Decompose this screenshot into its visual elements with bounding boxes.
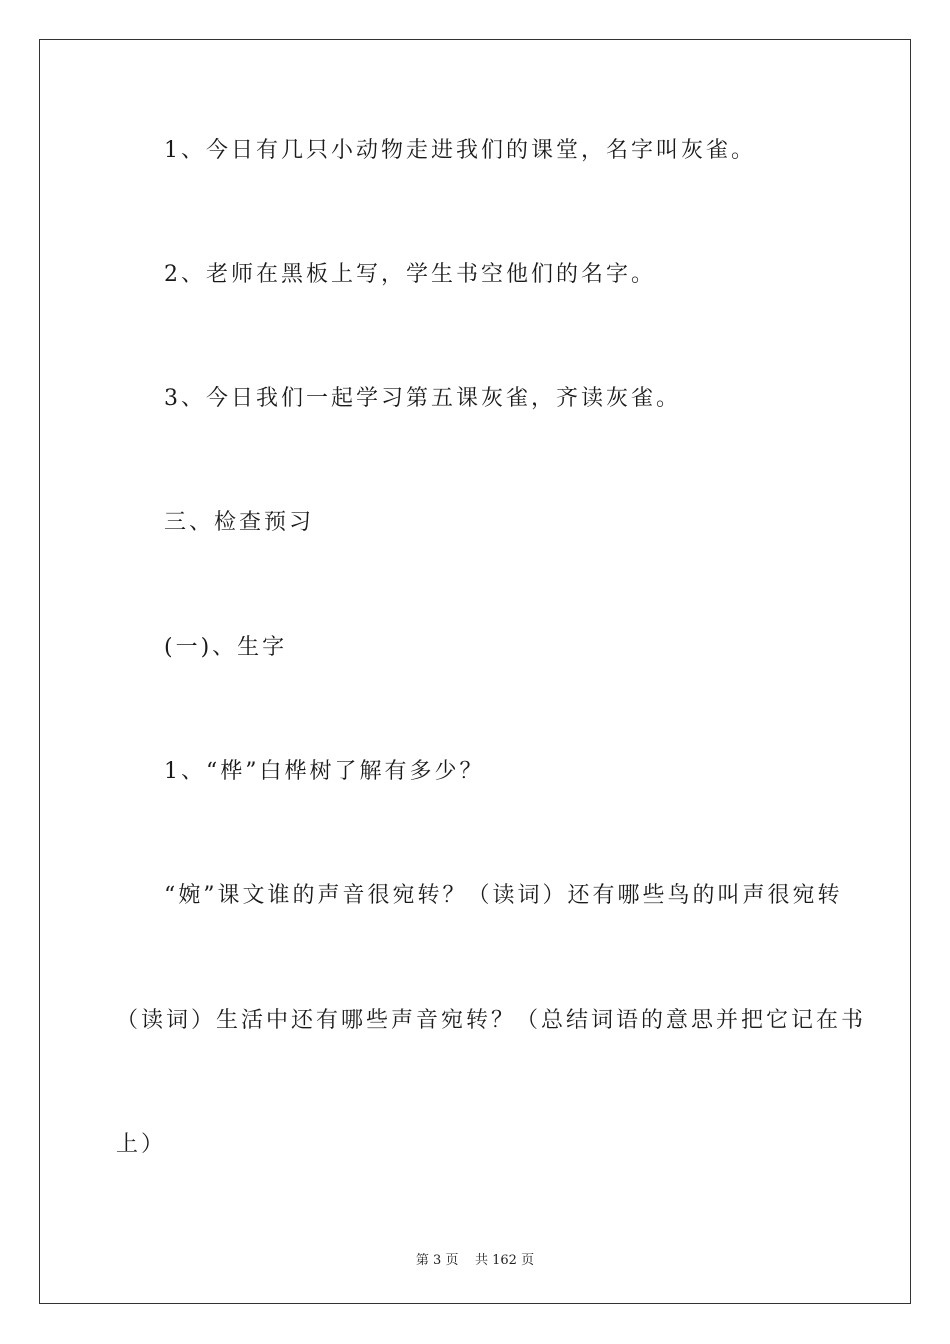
page-number-footer: 第 3 页 共 162 页 — [415, 1253, 535, 1268]
page-border — [39, 39, 911, 1304]
paragraph-5-line-2: （读词）生活中还有哪些声音宛转？（总结词语的意思并把它记在书 — [116, 1008, 867, 1033]
paragraph-2: 2、老师在黑板上写，学生书空他们的名字。 — [164, 262, 656, 287]
paragraph-3: 3、今日我们一起学习第五课灰雀，齐读灰雀。 — [164, 386, 681, 411]
paragraph-5-line-3: 上） — [116, 1132, 167, 1157]
section-heading: 三、检查预习 — [164, 510, 315, 535]
paragraph-5-line-1: “婉”课文谁的声音很宛转？（读词）还有哪些鸟的叫声很宛转 — [164, 883, 843, 908]
paragraph-4: 1、“桦”白桦树了解有多少？ — [164, 759, 485, 784]
paragraph-1: 1、今日有几只小动物走进我们的课堂，名字叫灰雀。 — [164, 138, 756, 163]
subsection-heading: (一)、生字 — [164, 635, 288, 660]
